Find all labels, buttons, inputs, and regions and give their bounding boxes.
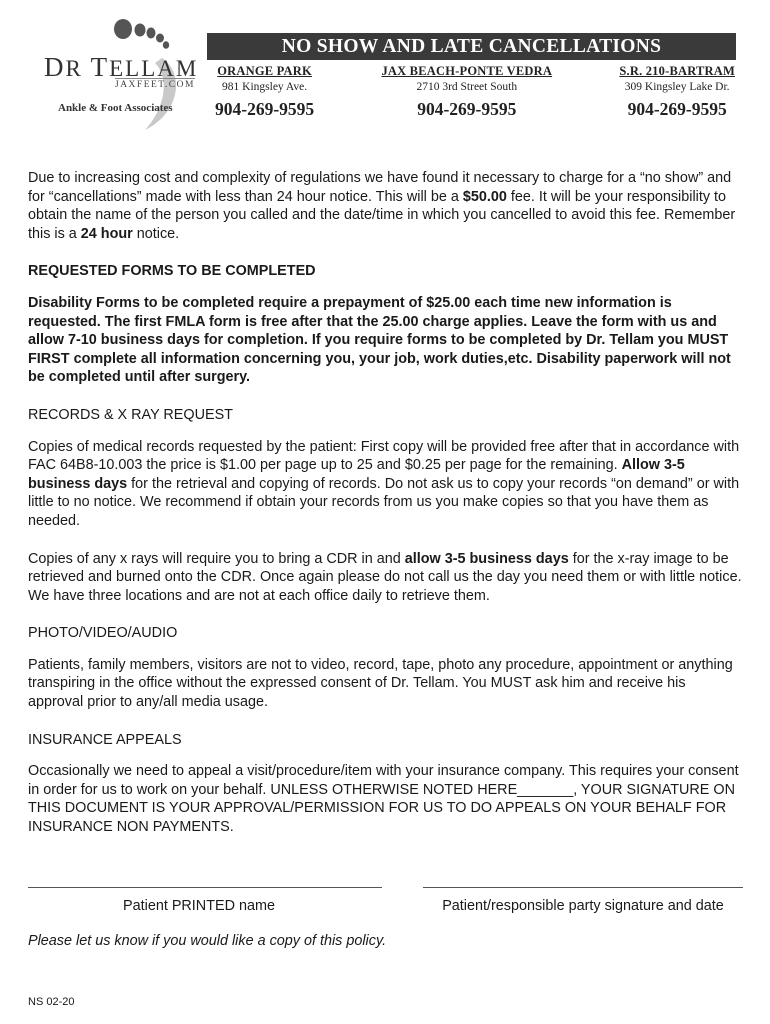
signature-line[interactable] [423, 887, 743, 888]
practice-logo [30, 18, 205, 133]
records-text: for the retrieval and copying of records. Do not ask us to copy your records “on demand” or with little to no notice. We recommend if obtain your records from us you make copies so that you have them as needed. [28, 475, 740, 529]
location-bartram [619, 64, 735, 120]
appeals-paragraph: Occasionally we need to appeal a visit/procedure/item with your insurance company. This requires your consent in order for us to work on your behalf. UNLESS OTHERWISE NOTED HERE_______, YOUR SIGNATURE ON THIS DOCUMENT IS YOUR APPROVAL/PERMISSION FOR US TO DO APPEALS ON YOUR BEHALF FOR INSURANCE NON PAYMENTS. [28, 763, 739, 836]
location-phone: 904-269-9595 [417, 99, 517, 119]
location-name: S.R. 210-BARTRAM [619, 64, 735, 78]
records-text: Copies of medical records requested by the patient: First copy will be provided free after that in accordance with FAC 64B8-10.003 the price is $1.00 per page up to 25 and $0.25 per page for the remaining. [28, 438, 740, 474]
location-phone: 904-269-9595 [215, 99, 315, 119]
records-paragraph [28, 438, 744, 531]
intro-paragraph [28, 169, 744, 243]
signature-label: Patient/responsible party signature and date [442, 898, 724, 914]
forms-paragraph: Disability Forms to be completed require a prepayment of $25.00 each time new information is requested. The first FMLA form is free after that the 25.00 charge applies. Leave the form with us and allow 7-10 business days for completion. If you require forms to be completed by Dr. Tellam you MUST FIRST complete all information concerning you, your job, work duties,etc. Disability paperwork will not be completed until after surgery. [28, 294, 731, 386]
logo-url: JAXFEET.COM [115, 80, 195, 90]
policy-body [28, 169, 744, 837]
xray-paragraph [28, 550, 744, 606]
media-heading: PHOTO/VIDEO/AUDIO [28, 625, 178, 642]
media-paragraph: Patients, family members, visitors are not to video, record, tape, photo any procedure, appointment or anything transpiring in the office without the expressed consent of Dr. Tellam. You MUST ask him and receive his approval prior to any/all media usage. [28, 656, 733, 711]
printed-name-line[interactable] [28, 887, 382, 888]
location-name: JAX BEACH-PONTE VEDRA [381, 64, 553, 78]
location-address: 309 Kingsley Lake Dr. [624, 81, 730, 93]
xray-text: Copies of any x rays will require you to bring a CDR in and [28, 550, 405, 567]
forms-heading: REQUESTED FORMS TO BE COMPLETED [28, 263, 316, 280]
records-heading: RECORDS & X RAY REQUEST [28, 406, 233, 423]
location-jax-beach [381, 64, 552, 120]
logo-name: DR TELLAM [44, 52, 199, 82]
location-address: 981 Kingsley Ave. [222, 81, 308, 93]
location-phone: 904-269-9595 [627, 99, 727, 119]
office-locations [215, 64, 735, 120]
location-address: 2710 3rd Street South [416, 81, 518, 93]
intro-text: notice. [132, 225, 180, 242]
form-code: NS 02-20 [28, 996, 75, 1008]
location-orange-park [215, 64, 314, 120]
records-emphasis: Allow 3-5 business days [28, 457, 685, 492]
logo-tagline: Ankle & Foot Associates [58, 102, 173, 114]
appeals-heading: INSURANCE APPEALS [28, 731, 182, 748]
location-name: ORANGE PARK [217, 64, 312, 78]
document-title: NO SHOW AND LATE CANCELLATIONS [207, 33, 736, 60]
intro-text: fee. It will be your responsibility to obtain the name of the person you called and the date/time in which you cancelled to avoid this fee. Remember this is a [28, 188, 736, 242]
intro-text: Due to increasing cost and complexity of regulations we have found it necessary to charge for a “no show” and for “cancellations” made with less than 24 hour notice. This will be a [28, 170, 732, 205]
xray-emphasis: allow 3-5 business days [404, 550, 569, 567]
xray-text: for the x-ray image to be retrieved and burned onto the CDR. Once again please do not call us the day you need them or with little notice. We have three locations and are not at each office daily to retrieve them. [28, 550, 742, 604]
notice-period: 24 hour [80, 225, 133, 242]
fee-amount: $50.00 [462, 188, 507, 205]
copy-request-note: Please let us know if you would like a copy of this policy. [28, 933, 387, 949]
printed-name-label: Patient PRINTED name [123, 898, 275, 914]
